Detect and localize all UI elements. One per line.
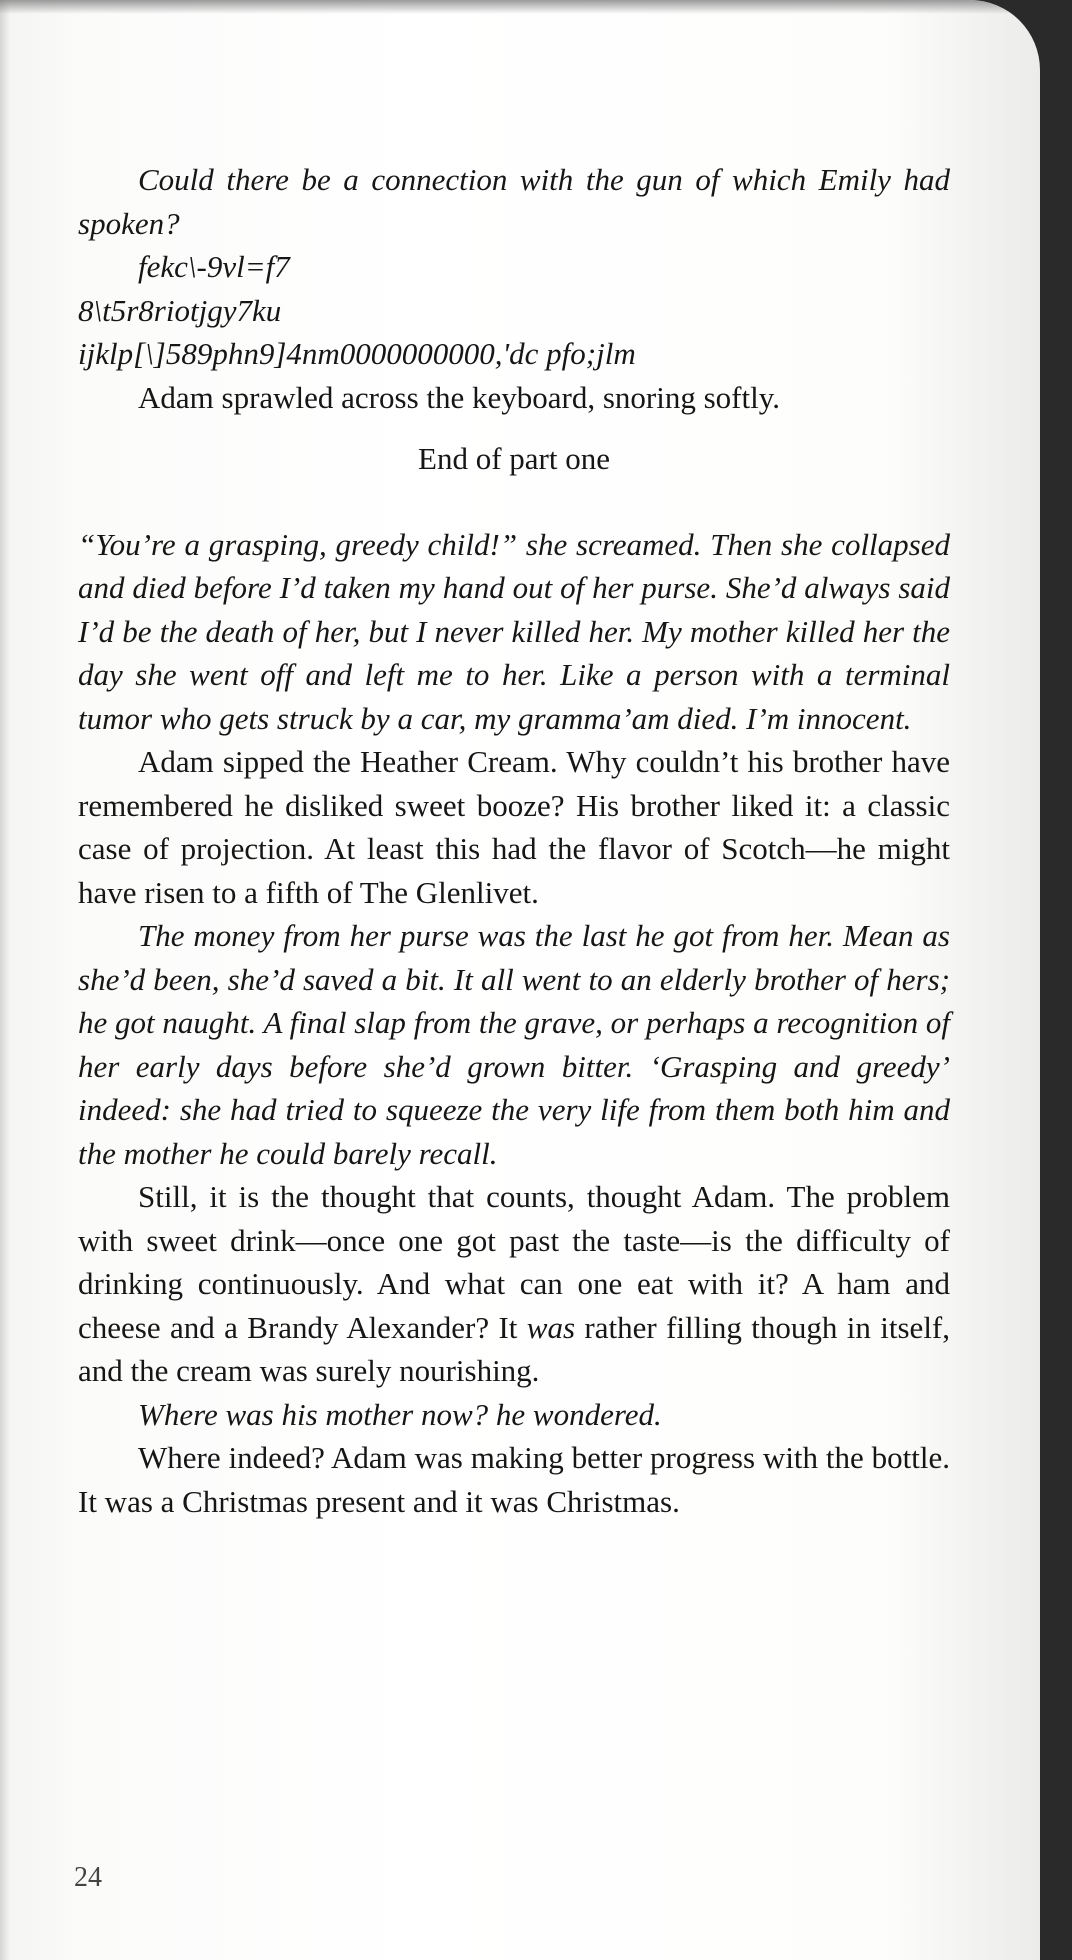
- paragraph-mother-now: Where was his mother now? he wondered.: [138, 1396, 662, 1432]
- paragraph-adam-sprawled: Adam sprawled across the keyboard, snoring softly.: [138, 379, 780, 415]
- garbled-line-2: 8\t5r8riotjgy7ku: [78, 292, 282, 328]
- paragraph-thought-counts: [78, 1175, 950, 1393]
- paragraph-heather-cream: Adam sipped the Heather Cream. Why couldn’t his brother have remembered he disliked sweet booze? His brother liked it: a classic case of projection. At least this had the flavor of Scotch—he might have risen to a fifth of The Glenlivet.: [78, 744, 950, 910]
- paragraph-money-purse: The money from her purse was the last he got from her. Mean as she’d been, she’d saved a bit. It all went to an elderly brother of hers; he got naught. A final slap from the grave, or perhaps a recognition of her early days before she’d grown bitter. ‘Grasping and greedy’ indeed: she had tried to squeeze the very life from them both him and the mother he could barely recall.: [78, 918, 950, 1171]
- emphasis-was: was: [526, 1309, 576, 1345]
- paragraph-thought-counts-tail: rather filling though in itself, and the cream was surely nourishing.: [78, 1309, 950, 1388]
- garbled-line-1: fekc\-9vl=f7: [138, 249, 290, 284]
- garbled-line-3: ijklp[\]589phn9]4nm0000000000,'dc pfo;jlm: [78, 336, 636, 371]
- paragraph-where-indeed: Where indeed? Adam was making better progress with the bottle. It was a Christmas present and it was Christmas.: [78, 1440, 950, 1519]
- paragraph-gun-question: Could there be a connection with the gun of which Emily had spoken?: [78, 162, 950, 241]
- paragraph-grasping-child: “You’re a grasping, greedy child!” she screamed. Then she collapsed and died before I’d taken my hand out of her purse. She’d always said I’d be the death of her, but I never killed her. My mother killed her the day she went off and left me to her. Like a person with a terminal tumor who gets struck by a car, my gramma’am died. I’m innocent.: [78, 526, 950, 736]
- page-number: 24: [74, 1862, 102, 1893]
- paragraph-thought-counts-text: Still, it is the thought that counts, thought Adam. The problem with sweet drink—once one got past the taste—is the difficulty of drinking continuously. And what can one eat with it? A ham and cheese and a Brandy Alexander? It: [78, 1179, 950, 1345]
- page-body: [78, 158, 950, 1523]
- part-heading: End of part one: [418, 441, 610, 476]
